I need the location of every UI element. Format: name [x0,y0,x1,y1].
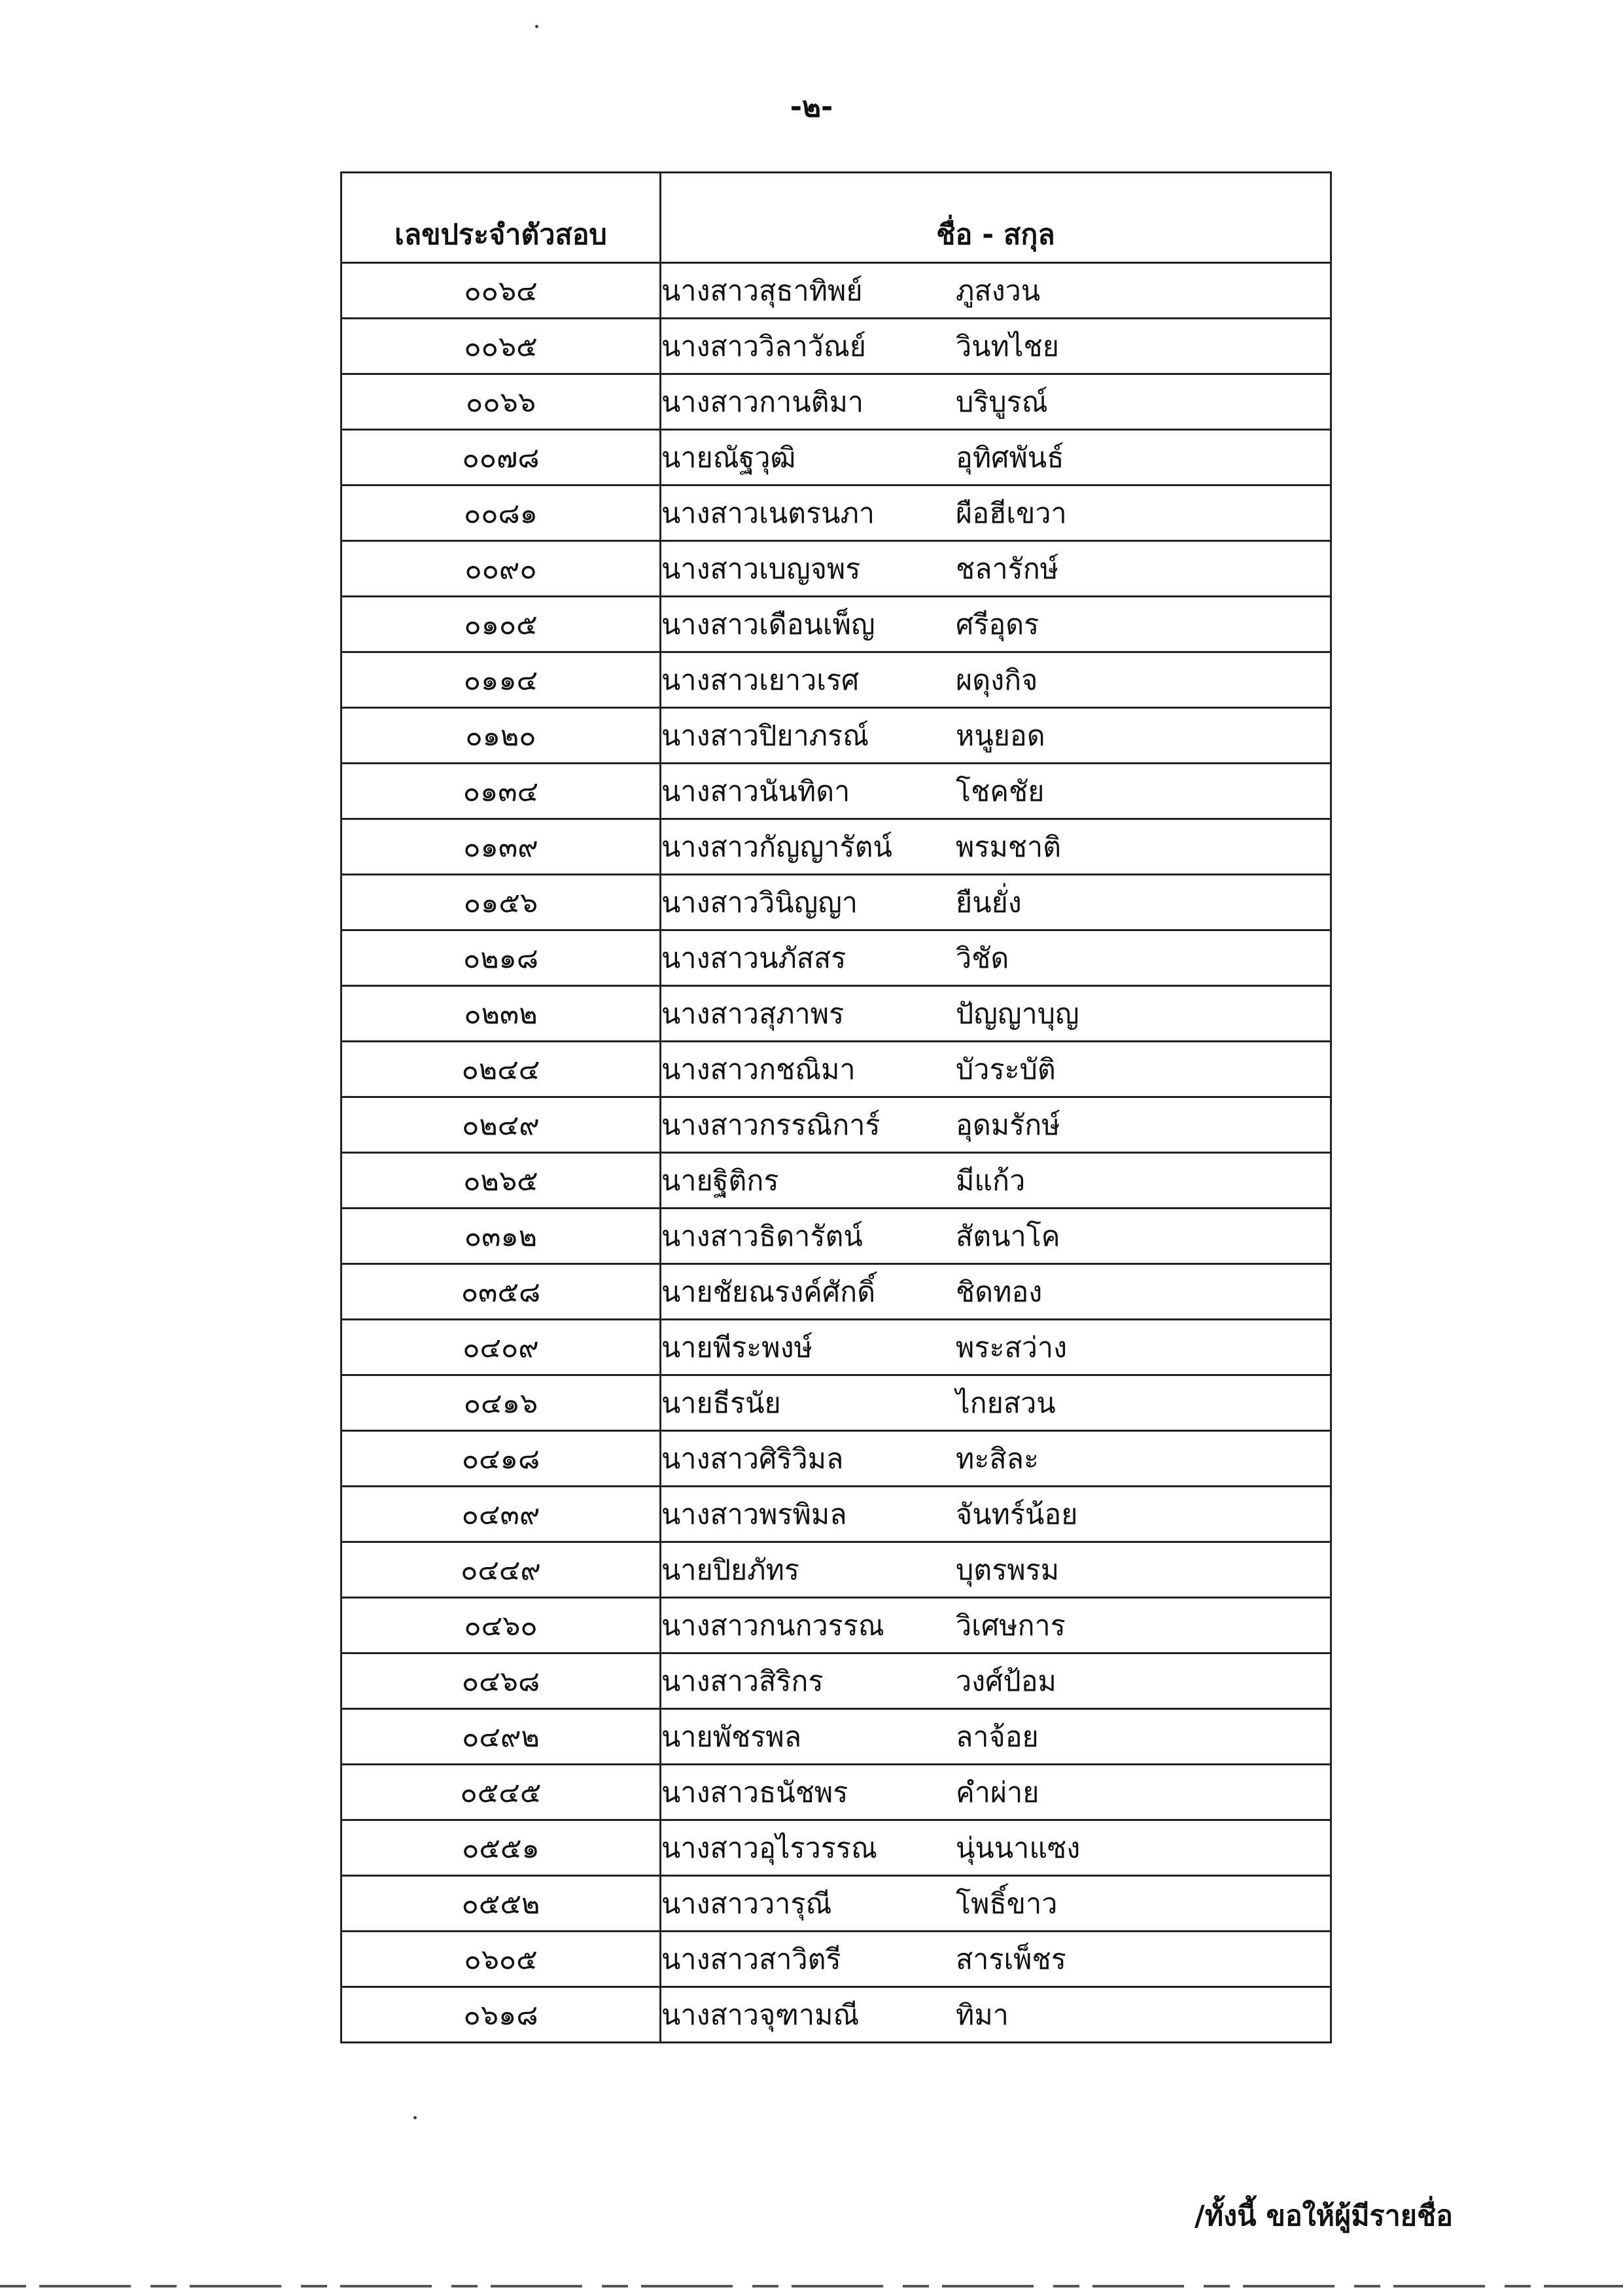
exam-id-cell: ๐๒๑๘ [341,930,661,986]
last-name: พระสว่าง [956,1332,1068,1364]
continuation-text: /ทั้งนี้ ขอให้ผู้มีรายชื่อ [1195,2200,1453,2233]
exam-id-cell: ๐๐๙๐ [341,541,661,597]
scan-speck [535,25,538,28]
header-full-name: ชื่อ - สกุล [661,173,1331,263]
last-name: วิเศษการ [956,1610,1066,1642]
full-name-cell [661,652,1331,708]
full-name-cell [661,1542,1331,1598]
table-row [341,1431,1331,1487]
first-name: นางสาวปิยาภรณ์ [661,720,869,752]
last-name: หนูยอด [956,720,1045,752]
table-row [341,1653,1331,1709]
last-name: คำผ่าย [956,1776,1039,1809]
first-name: นายพีระพงษ์ [661,1332,812,1364]
table-row [341,1097,1331,1153]
full-name-cell [661,1876,1331,1932]
last-name: ไกยสวน [956,1387,1056,1420]
last-name: ทิมา [956,1999,1009,2032]
table-row [341,1153,1331,1209]
exam-id-cell: ๐๕๕๑ [341,1820,661,1876]
table-row [341,1542,1331,1598]
full-name-cell [661,1709,1331,1765]
last-name: ศรีอุดร [956,609,1039,641]
first-name: นางสาวศิริวิมล [661,1443,844,1475]
exam-id-cell: ๐๓๑๒ [341,1209,661,1264]
first-name: นายชัยณรงค์ศักดิ์ [661,1276,876,1309]
first-name: นางสาวกชณิมา [661,1053,856,1086]
first-name: นางสาวธิดารัตน์ [661,1220,863,1253]
last-name: อุทิศพันธ์ [956,442,1064,474]
last-name: นุ่นนาแซง [956,1832,1081,1865]
candidate-table [340,171,1332,2043]
table-row [341,1598,1331,1653]
first-name: นายพัชรพล [661,1721,802,1754]
table-body [341,263,1331,2043]
first-name: นางสาวสิริกร [661,1665,824,1698]
first-name: นางสาวเบญจพร [661,553,861,586]
last-name: อุดมรักษ์ [956,1109,1060,1142]
full-name-cell [661,1097,1331,1153]
table-row [341,986,1331,1042]
table-row [341,708,1331,764]
first-name: นายธีรนัย [661,1387,781,1420]
first-name: นางสาวกนกวรรณ [661,1610,884,1642]
last-name: วงศ์ป้อม [956,1665,1056,1698]
first-name: นายฐิติกร [661,1165,779,1197]
first-name: นางสาววินิญญา [661,887,858,919]
full-name-cell [661,930,1331,986]
exam-id-cell: ๐๔๖๐ [341,1598,661,1653]
last-name: ผดุงกิจ [956,664,1038,697]
full-name-cell [661,1653,1331,1709]
last-name: บัวระบัติ [956,1053,1056,1086]
header-exam-id: เลขประจำตัวสอบ [341,173,661,263]
last-name: บริบูรณ์ [956,386,1048,419]
table-row [341,486,1331,541]
last-name: ทะสิละ [956,1443,1039,1475]
full-name-cell [661,1820,1331,1876]
exam-id-cell: ๐๕๕๒ [341,1876,661,1932]
full-name-cell [661,319,1331,374]
full-name-cell [661,541,1331,597]
first-name: นางสาวสุภาพร [661,998,845,1031]
last-name: บุตรพรม [956,1554,1060,1587]
first-name: นางสาวพรพิมล [661,1498,847,1531]
last-name: ชลารักษ์ [956,553,1059,586]
last-name: ชิดทอง [956,1276,1043,1309]
full-name-cell [661,1042,1331,1097]
exam-id-cell: ๐๑๓๙ [341,819,661,875]
exam-id-cell: ๐๒๖๕ [341,1153,661,1209]
first-name: นางสาวกัญญารัตน์ [661,831,892,864]
full-name-cell [661,486,1331,541]
table-row [341,819,1331,875]
exam-id-cell: ๐๔๖๘ [341,1653,661,1709]
last-name: ปัญญาบุญ [956,998,1079,1031]
table-row [341,597,1331,652]
exam-id-cell: ๐๖๐๕ [341,1932,661,1987]
exam-id-cell: ๐๑๕๖ [341,875,661,930]
full-name-cell [661,875,1331,930]
exam-id-cell: ๐๐๘๑ [341,486,661,541]
full-name-cell [661,1987,1331,2043]
full-name-cell [661,1264,1331,1320]
full-name-cell [661,819,1331,875]
first-name: นางสาวสาวิตรี [661,1943,841,1976]
table-row [341,1209,1331,1264]
first-name: นางสาวเยาวเรศ [661,664,860,697]
table-row [341,875,1331,930]
full-name-cell [661,1153,1331,1209]
exam-id-cell: ๐๔๑๖ [341,1375,661,1431]
table-row [341,1320,1331,1375]
exam-id-cell: ๐๔๔๙ [341,1542,661,1598]
scan-speck [413,2116,417,2119]
first-name: นางสาวจุฑามณี [661,1999,860,2032]
table-header-row [341,173,1331,263]
table-row [341,1932,1331,1987]
last-name: ผือฮีเขวา [956,497,1067,530]
table-row [341,430,1331,486]
full-name-cell [661,708,1331,764]
table-row [341,1987,1331,2043]
full-name-cell [661,374,1331,430]
page-number: -๒- [790,90,833,124]
full-name-cell [661,1320,1331,1375]
last-name: ภูสงวน [956,275,1041,308]
first-name: นางสาวกรรณิการ์ [661,1109,881,1142]
full-name-cell [661,1765,1331,1820]
exam-id-cell: ๐๓๕๘ [341,1264,661,1320]
exam-id-cell: ๐๔๐๙ [341,1320,661,1375]
full-name-cell [661,1932,1331,1987]
first-name: นางสาววิลาวัณย์ [661,330,866,363]
full-name-cell [661,263,1331,319]
exam-id-cell: ๐๑๐๕ [341,597,661,652]
last-name: พรมชาติ [956,831,1062,864]
full-name-cell [661,1598,1331,1653]
full-name-cell [661,430,1331,486]
last-name: ยืนยั่ง [956,887,1022,919]
full-name-cell [661,986,1331,1042]
exam-id-cell: ๐๐๖๖ [341,374,661,430]
first-name: นายปิยภัทร [661,1554,800,1587]
exam-id-cell: ๐๒๔๙ [341,1097,661,1153]
exam-id-cell: ๐๑๒๐ [341,708,661,764]
exam-id-cell: ๐๐๗๘ [341,430,661,486]
last-name: มีแก้ว [956,1165,1026,1197]
first-name: นางสาวกานติมา [661,386,864,419]
table-row [341,1375,1331,1431]
last-name: โชคชัย [956,775,1045,808]
exam-id-cell: ๐๕๔๕ [341,1765,661,1820]
first-name: นางสาวอุไรวรรณ [661,1832,877,1865]
table-row [341,541,1331,597]
exam-id-cell: ๐๒๓๒ [341,986,661,1042]
table-row [341,764,1331,819]
last-name: โพธิ์ขาว [956,1888,1058,1920]
last-name: วินทไชย [956,330,1059,363]
full-name-cell [661,1375,1331,1431]
table-row [341,652,1331,708]
exam-id-cell: ๐๒๔๔ [341,1042,661,1097]
table-row [341,1765,1331,1820]
table-row [341,1264,1331,1320]
table-row [341,1820,1331,1876]
footer-rule [0,2285,1623,2287]
full-name-cell [661,1431,1331,1487]
table-row [341,1042,1331,1097]
first-name: นายณัฐวุฒิ [661,442,796,474]
table-row [341,930,1331,986]
table-row [341,319,1331,374]
table-row [341,374,1331,430]
full-name-cell [661,1487,1331,1542]
last-name: จันทร์น้อย [956,1498,1078,1531]
first-name: นางสาวนันทิดา [661,775,850,808]
last-name: ลาจ้อย [956,1721,1039,1754]
exam-id-cell: ๐๔๑๘ [341,1431,661,1487]
full-name-cell [661,764,1331,819]
full-name-cell [661,597,1331,652]
table-row [341,263,1331,319]
full-name-cell [661,1209,1331,1264]
exam-id-cell: ๐๐๖๔ [341,263,661,319]
table-row [341,1876,1331,1932]
first-name: นางสาวนภัสสร [661,942,846,975]
last-name: วิชัด [956,942,1009,975]
exam-id-cell: ๐๑๓๔ [341,764,661,819]
first-name: นางสาวธนัชพร [661,1776,848,1809]
first-name: นางสาวเนตรนภา [661,497,875,530]
exam-id-cell: ๐๔๓๙ [341,1487,661,1542]
first-name: นางสาวสุธาทิพย์ [661,275,863,308]
last-name: สารเพ็ชร [956,1943,1066,1976]
exam-id-cell: ๐๐๖๕ [341,319,661,374]
exam-id-cell: ๐๖๑๘ [341,1987,661,2043]
exam-id-cell: ๐๑๑๔ [341,652,661,708]
first-name: นางสาววารุณี [661,1888,832,1920]
last-name: สัตนาโค [956,1220,1060,1253]
first-name: นางสาวเดือนเพ็ญ [661,609,875,641]
table-row [341,1487,1331,1542]
exam-id-cell: ๐๔๙๒ [341,1709,661,1765]
table-row [341,1709,1331,1765]
